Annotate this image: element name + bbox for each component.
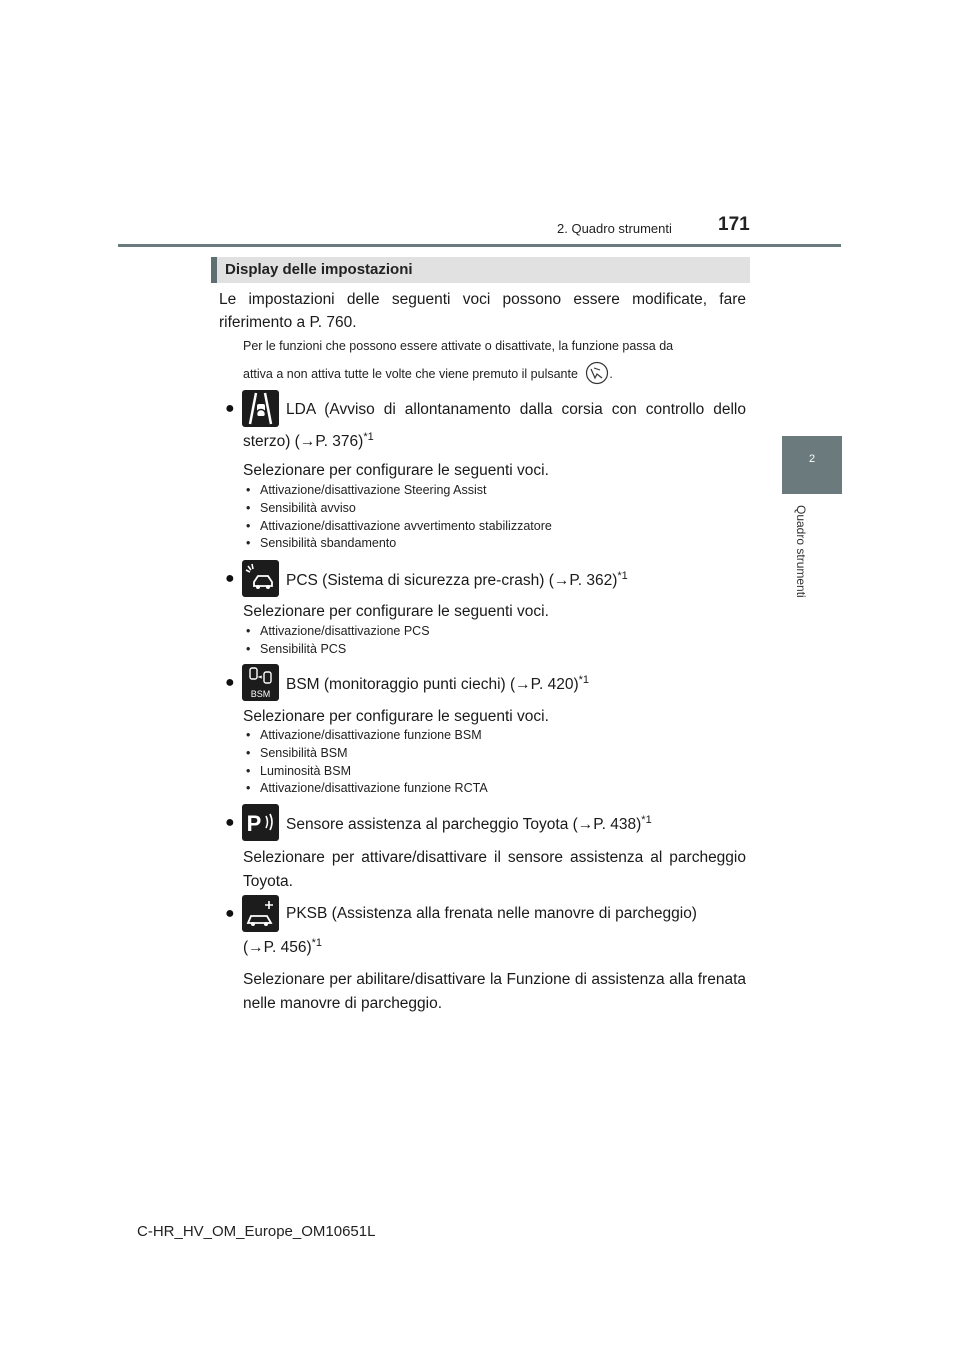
list-item: • Sensibilità BSM <box>246 745 488 763</box>
footnote-ref: *1 <box>641 814 652 826</box>
chapter-tab-label: Quadro strumenti <box>794 505 808 598</box>
lda-lane-icon <box>242 390 279 427</box>
parking-sensor-title: Sensore assistenza al parcheggio Toyota (→P. 438)$^{*1}$ <box>286 814 652 834</box>
section-heading-bar <box>211 257 750 283</box>
intro-paragraph: Le impostazioni delle seguenti voci possono essere modificate, fare riferimento a P. 760. <box>219 291 746 331</box>
page-number: 171 <box>718 214 750 235</box>
list-item: • Sensibilità avviso <box>246 500 552 518</box>
chapter-tab-number: 2 <box>808 453 816 465</box>
bsm-icon <box>242 664 279 701</box>
svg-text:BSM: BSM <box>250 689 271 699</box>
list-item: • Sensibilità sbandamento <box>246 535 552 553</box>
list-item: • Attivazione/disattivazione funzione RCTA <box>246 780 488 798</box>
list-item: • Attivazione/disattivazione funzione BSM <box>246 727 488 745</box>
pksb-title-line1: PKSB (Assistenza alla frenata nelle manovre di parcheggio) <box>286 905 697 922</box>
lda-subtitle: Selezionare per configurare le seguenti voci. <box>243 462 549 479</box>
pksb-description: Selezionare per abilitare/disattivare la Funzione di assistenza alla frenata nelle manovre di parcheggio. <box>243 971 746 1012</box>
section-title: Display delle impostazioni <box>225 261 413 278</box>
pcs-subtitle: Selezionare per configurare le seguenti voci. <box>243 603 549 620</box>
section-heading-stripe <box>211 257 217 283</box>
settings-button-icon <box>585 361 609 385</box>
pcs-title: PCS (Sistema di sicurezza pre-crash) (→P. 362)$^{*1}$ <box>286 570 628 590</box>
lda-title-line1: LDA (Avviso di allontanamento dalla corsia con controllo dello <box>286 401 746 418</box>
pksb-title-line2: (→P. 456)$^{*1}$ <box>243 937 323 957</box>
footnote-ref: *1 <box>578 674 590 686</box>
list-item: • Attivazione/disattivazione Steering Assist <box>246 482 552 500</box>
lda-options-list <box>246 482 552 553</box>
list-item: • Attivazione/disattivazione PCS <box>246 623 430 641</box>
pcs-crash-icon <box>242 560 279 597</box>
bullet-marker: ● <box>225 814 235 831</box>
lda-title-line2: sterzo) (→P. 376)$^{*1}$ <box>243 431 374 451</box>
bullet-marker: ● <box>225 400 235 417</box>
parking-sensor-icon <box>242 804 279 841</box>
document-code: C-HR_HV_OM_Europe_OM10651L <box>137 1223 376 1240</box>
bsm-options-list <box>246 727 488 798</box>
bullet-marker: ● <box>225 674 235 691</box>
svg-text:P: P <box>246 811 262 836</box>
running-header-section: 2. Quadro strumenti <box>557 221 672 236</box>
bsm-subtitle: Selezionare per configurare le seguenti voci. <box>243 708 549 725</box>
chapter-tab <box>782 436 842 494</box>
pksb-icon <box>242 895 279 932</box>
header-divider <box>118 244 841 247</box>
footnote-ref: *1 <box>311 937 323 949</box>
list-item: • Attivazione/disattivazione avvertimento stabilizzatore <box>246 518 552 536</box>
footnote-ref: *1 <box>617 570 628 582</box>
footnote-ref: *1 <box>363 431 374 443</box>
list-item: • Luminosità BSM <box>246 763 488 781</box>
bullet-marker: ● <box>225 905 235 922</box>
intro-note: Per le funzioni che possono essere attivate o disattivate, la funzione passa da attiva a non attiva tutte le volte che viene premuto il pulsante . <box>243 332 746 388</box>
bsm-title: BSM (monitoraggio punti ciechi) (→P. 420)$^{*1}$ <box>286 674 590 694</box>
pcs-options-list <box>246 623 430 659</box>
parking-sensor-description: Selezionare per attivare/disattivare il sensore assistenza al parcheggio Toyota. <box>243 849 746 890</box>
list-item: • Sensibilità PCS <box>246 641 430 659</box>
bullet-marker: ● <box>225 570 235 587</box>
